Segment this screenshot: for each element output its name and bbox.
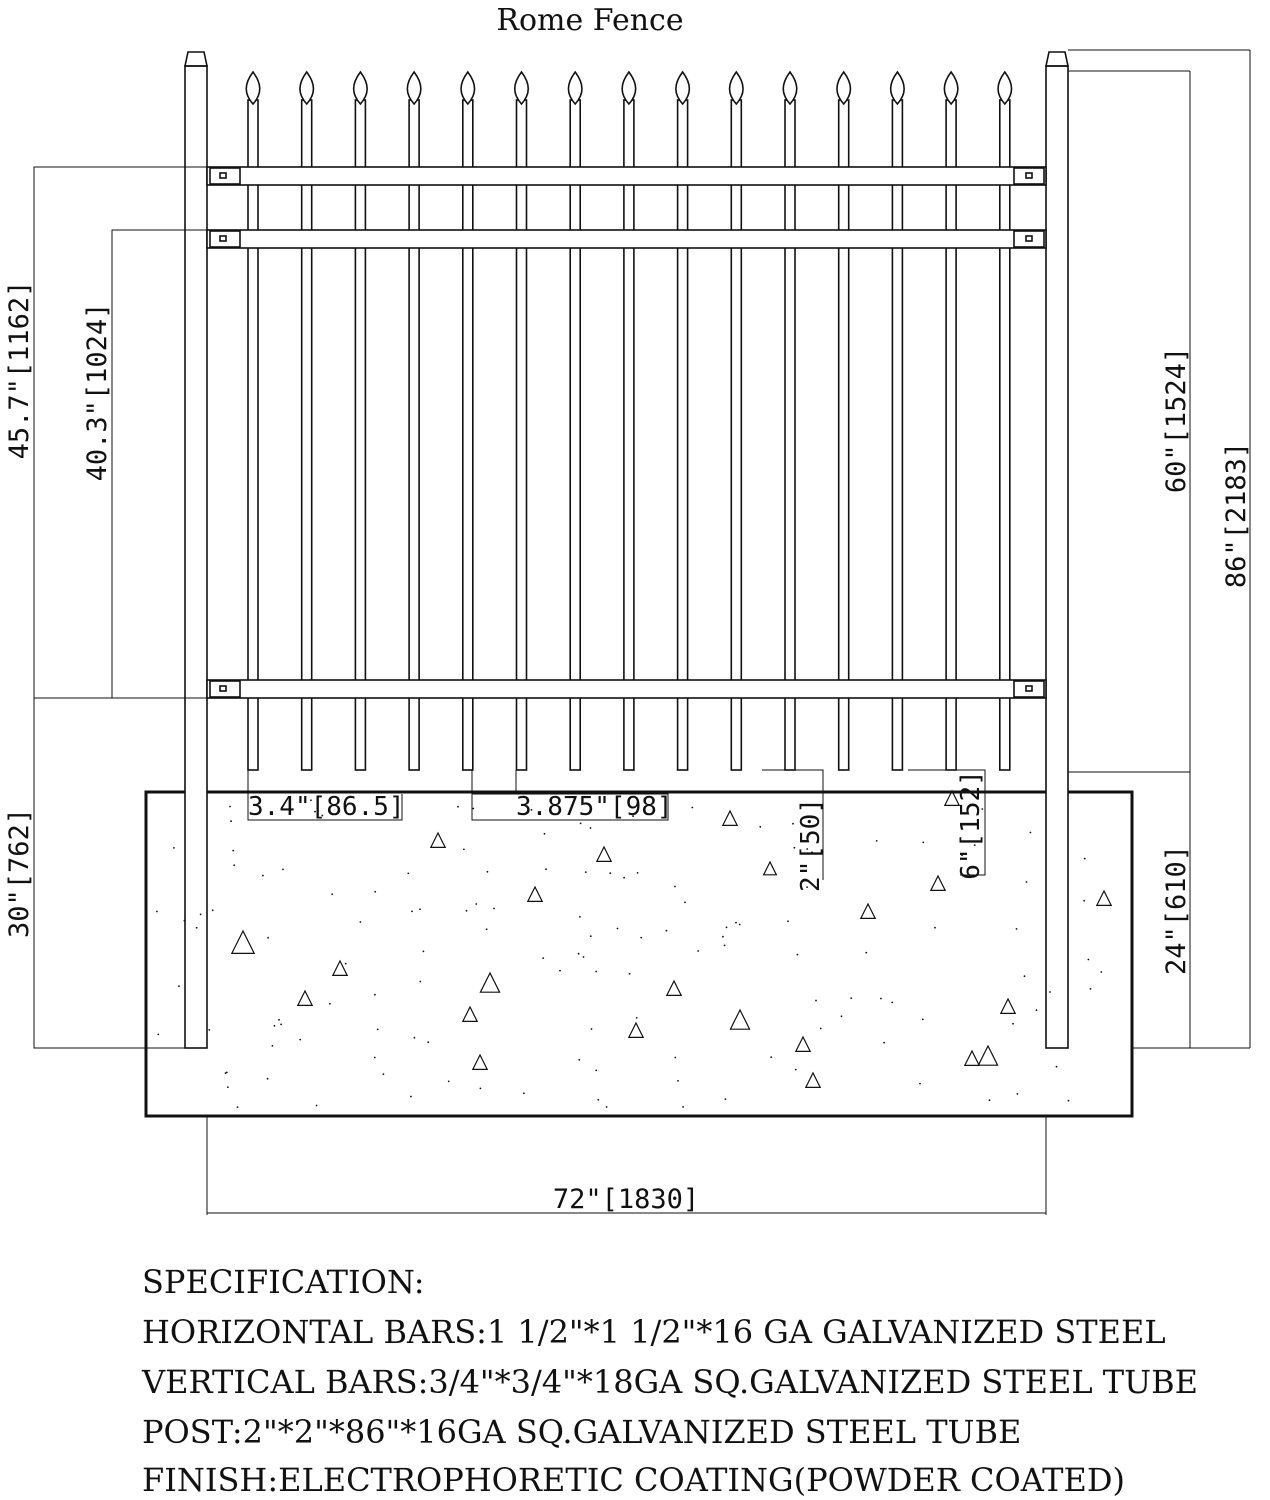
aggregate-dot bbox=[423, 951, 425, 953]
fence-structure bbox=[146, 52, 1132, 1116]
aggregate-dot bbox=[200, 914, 202, 916]
aggregate-mark bbox=[298, 991, 312, 1005]
right-post-cap bbox=[1046, 52, 1068, 66]
aggregate-dot bbox=[795, 1069, 797, 1071]
aggregate-dot bbox=[262, 875, 264, 877]
aggregate-dot bbox=[345, 963, 347, 965]
aggregate-dot bbox=[1090, 988, 1092, 990]
aggregate-dot bbox=[606, 1106, 608, 1108]
aggregate-dot bbox=[735, 922, 737, 924]
picket bbox=[946, 100, 956, 770]
aggregate-dot bbox=[595, 971, 597, 973]
aggregate-dot bbox=[891, 1002, 893, 1004]
dim-label-30: 30"[762] bbox=[4, 807, 35, 939]
aggregate-mark bbox=[1097, 891, 1111, 905]
aggregate-mark bbox=[629, 1023, 643, 1037]
picket bbox=[1000, 100, 1010, 770]
aggregate-dot bbox=[407, 873, 409, 875]
picket bbox=[355, 100, 365, 770]
aggregate-dot bbox=[922, 842, 924, 844]
picket bbox=[302, 100, 312, 770]
aggregate-dot bbox=[230, 820, 232, 822]
aggregate-dot bbox=[876, 840, 878, 842]
picket bbox=[248, 100, 258, 770]
aggregate-mark bbox=[528, 887, 542, 901]
dim-label-45-7: 45.7"[1162] bbox=[4, 280, 35, 460]
aggregate-dot bbox=[880, 998, 882, 1000]
dim-label-6in: 6"[152] bbox=[956, 770, 986, 880]
aggregate-dot bbox=[414, 1037, 416, 1039]
rail-bracket bbox=[1014, 681, 1044, 697]
aggregate-mark bbox=[965, 1051, 979, 1065]
aggregate-dot bbox=[759, 826, 761, 828]
aggregate-dot bbox=[282, 869, 284, 871]
aggregate-mark bbox=[473, 1055, 487, 1069]
aggregate-dot bbox=[1016, 928, 1018, 930]
aggregate-dot bbox=[640, 937, 642, 939]
picket bbox=[463, 100, 473, 770]
aggregate-dot bbox=[595, 1070, 597, 1072]
aggregate-dot bbox=[792, 823, 794, 825]
rail-bracket bbox=[1014, 168, 1044, 184]
aggregate-dot bbox=[739, 924, 741, 926]
dim-line-45-7 bbox=[34, 167, 207, 1048]
aggregate-dot bbox=[636, 1017, 638, 1019]
aggregate-dot bbox=[674, 886, 676, 888]
aggregate-dot bbox=[427, 1041, 429, 1043]
picket bbox=[839, 100, 849, 770]
aggregate-dot bbox=[609, 872, 611, 874]
aggregate-dot bbox=[591, 1028, 593, 1030]
aggregate-mark bbox=[861, 904, 875, 918]
dim-label-60: 60"[1524] bbox=[1161, 346, 1192, 494]
aggregate-mark bbox=[480, 973, 499, 992]
aggregate-dot bbox=[797, 954, 799, 956]
aggregate-dot bbox=[815, 1000, 817, 1002]
aggregate-dot bbox=[934, 927, 936, 929]
aggregate-dot bbox=[724, 945, 726, 947]
drawing-title: Rome Fence bbox=[496, 3, 684, 38]
aggregate-dot bbox=[580, 823, 582, 825]
aggregate-dot bbox=[480, 1088, 482, 1090]
aggregate-dot bbox=[637, 872, 639, 874]
aggregate-mark bbox=[597, 847, 611, 861]
left-post bbox=[185, 66, 207, 1048]
aggregate-dot bbox=[1068, 1100, 1070, 1102]
aggregate-mark bbox=[978, 1046, 997, 1065]
aggregate-dot bbox=[583, 956, 585, 958]
aggregate-dot bbox=[578, 1059, 580, 1061]
picket bbox=[892, 100, 902, 770]
aggregate-mark bbox=[667, 981, 681, 995]
aggregate-dot bbox=[585, 871, 587, 873]
aggregate-dot bbox=[1030, 832, 1032, 834]
aggregate-mark bbox=[431, 833, 445, 847]
rail-bracket bbox=[210, 231, 240, 247]
dim-label-2in: 2"[50] bbox=[796, 798, 826, 892]
aggregate-dot bbox=[542, 957, 544, 959]
aggregate-dot bbox=[463, 849, 465, 851]
aggregate-dot bbox=[316, 1105, 318, 1107]
aggregate-dot bbox=[578, 953, 580, 955]
aggregate-dot bbox=[280, 1024, 282, 1026]
right-post bbox=[1046, 66, 1068, 1048]
aggregate-dot bbox=[486, 928, 488, 930]
aggregate-dot bbox=[677, 1080, 679, 1082]
aggregate-dot bbox=[487, 871, 489, 873]
horizontal-rail bbox=[207, 167, 1046, 185]
aggregate-dot bbox=[212, 909, 214, 911]
aggregate-dot bbox=[227, 1086, 229, 1088]
aggregate-dot bbox=[178, 985, 180, 987]
aggregate-dot bbox=[883, 1042, 885, 1044]
spec-post: POST:2"*2"*86"*16GA SQ.GALVANIZED STEEL TUBE bbox=[142, 1413, 1022, 1451]
rail-bracket bbox=[210, 168, 240, 184]
aggregate-dot bbox=[156, 911, 158, 913]
specification-block bbox=[141, 1263, 1198, 1499]
aggregate-dot bbox=[410, 1096, 412, 1098]
aggregate-dot bbox=[617, 928, 619, 930]
aggregate-dot bbox=[299, 1039, 301, 1041]
aggregate-dot bbox=[1056, 1066, 1058, 1068]
aggregate-dot bbox=[377, 1029, 379, 1031]
aggregate-dot bbox=[597, 1099, 599, 1101]
aggregate-dot bbox=[184, 920, 186, 922]
aggregate-dot bbox=[360, 921, 362, 923]
spec-vertical-bars: VERTICAL BARS:3/4"*3/4"*18GA SQ.GALVANIZED STEEL TUBE bbox=[142, 1363, 1198, 1401]
aggregate-dot bbox=[1088, 959, 1090, 961]
aggregate-dot bbox=[989, 1099, 991, 1101]
aggregate-dot bbox=[850, 997, 852, 999]
aggregate-dot bbox=[726, 927, 728, 929]
aggregate-dot bbox=[196, 927, 198, 929]
picket bbox=[624, 100, 634, 770]
aggregate-dot bbox=[674, 1057, 676, 1059]
aggregate-dot bbox=[237, 1106, 239, 1108]
aggregate-dot bbox=[448, 1081, 450, 1083]
picket bbox=[731, 100, 741, 770]
left-post-cap bbox=[185, 52, 207, 66]
aggregate-dot bbox=[331, 893, 333, 895]
dim-label-86: 86"[2183] bbox=[1221, 441, 1252, 589]
aggregate-dot bbox=[1083, 900, 1085, 902]
aggregate-dot bbox=[697, 950, 699, 952]
aggregate-dot bbox=[374, 891, 376, 893]
rail-bracket bbox=[1014, 231, 1044, 247]
aggregate-dot bbox=[545, 868, 547, 870]
aggregate-dot bbox=[865, 952, 867, 954]
aggregate-dot bbox=[267, 937, 269, 939]
aggregate-mark bbox=[730, 1010, 749, 1029]
horizontal-rail bbox=[207, 680, 1046, 698]
aggregate-dot bbox=[787, 920, 789, 922]
aggregate-dot bbox=[1084, 858, 1086, 860]
aggregate-dot bbox=[157, 1034, 159, 1036]
aggregate-dot bbox=[419, 908, 421, 910]
aggregate-dot bbox=[374, 994, 376, 996]
aggregate-dot bbox=[1024, 975, 1026, 977]
aggregate-dot bbox=[173, 847, 175, 849]
spec-heading: SPECIFICATION: bbox=[142, 1263, 425, 1301]
aggregate-dot bbox=[208, 1029, 210, 1031]
aggregate-dot bbox=[1012, 1023, 1014, 1025]
aggregate-dot bbox=[1017, 1093, 1019, 1095]
aggregate-dot bbox=[623, 877, 625, 879]
dim-label-3-4: 3.4"[86.5] bbox=[248, 792, 405, 822]
aggregate-dot bbox=[691, 807, 693, 809]
aggregate-dot bbox=[472, 808, 474, 810]
dim-label-72: 72"[1830] bbox=[552, 1184, 700, 1215]
aggregate-dot bbox=[544, 833, 546, 835]
aggregate-mark bbox=[931, 876, 945, 890]
aggregate-dot bbox=[383, 1073, 385, 1075]
aggregate-dot bbox=[590, 935, 592, 937]
aggregate-dot bbox=[579, 916, 581, 918]
aggregate-dot bbox=[225, 1072, 227, 1074]
aggregate-dot bbox=[523, 1092, 525, 1094]
aggregate-dot bbox=[267, 1078, 269, 1080]
aggregate-dot bbox=[922, 1019, 924, 1021]
aggregate-dot bbox=[919, 1083, 921, 1085]
aggregate-dot bbox=[493, 908, 495, 910]
aggregate-dot bbox=[590, 827, 592, 829]
aggregate-dot bbox=[419, 981, 421, 983]
aggregate-dot bbox=[666, 930, 668, 932]
aggregate-dot bbox=[278, 1019, 280, 1021]
aggregate-dot bbox=[233, 864, 235, 866]
aggregate-dot bbox=[559, 970, 561, 972]
aggregate-mark bbox=[723, 811, 737, 825]
aggregate-dot bbox=[329, 1003, 331, 1005]
aggregate-mark bbox=[232, 931, 254, 953]
picket bbox=[678, 100, 688, 770]
aggregate-dot bbox=[229, 806, 231, 808]
aggregate-mark bbox=[806, 1073, 820, 1087]
rail-bracket bbox=[210, 681, 240, 697]
aggregate-dot bbox=[1036, 1009, 1038, 1011]
spec-horizontal-bars: HORIZONTAL BARS:1 1/2"*1 1/2"*16 GA GALVANIZED STEEL bbox=[142, 1313, 1166, 1351]
aggregate-mark bbox=[764, 862, 777, 875]
aggregate-dot bbox=[841, 1015, 843, 1017]
aggregate-mark bbox=[1001, 999, 1015, 1013]
aggregate-dot bbox=[232, 850, 234, 852]
aggregate-dot bbox=[629, 973, 631, 975]
aggregate-dot bbox=[466, 910, 468, 912]
aggregate-dot bbox=[1100, 971, 1102, 973]
aggregate-dot bbox=[682, 1106, 684, 1108]
aggregate-dot bbox=[1049, 991, 1051, 993]
dim-label-40-3: 40.3"[1024] bbox=[82, 302, 113, 482]
aggregate-dot bbox=[274, 1025, 276, 1027]
aggregate-dot bbox=[820, 1028, 822, 1030]
aggregate-dot bbox=[722, 936, 724, 938]
aggregate-dot bbox=[272, 1045, 274, 1047]
spec-finish: FINISH:ELECTROPHORETIC COATING(POWDER COATED) bbox=[142, 1461, 1125, 1499]
aggregate-dot bbox=[1026, 881, 1028, 883]
aggregate-mark bbox=[796, 1037, 810, 1051]
aggregate-dot bbox=[770, 1056, 772, 1058]
aggregate-dot bbox=[374, 1057, 376, 1059]
aggregate-dot bbox=[411, 911, 413, 913]
aggregate-mark bbox=[463, 1007, 477, 1021]
picket bbox=[517, 100, 527, 770]
picket bbox=[570, 100, 580, 770]
aggregate-dot bbox=[684, 902, 686, 904]
dim-label-3-875: 3.875"[98] bbox=[516, 792, 673, 822]
dim-label-24: 24"[610] bbox=[1161, 844, 1192, 976]
aggregate-dot bbox=[457, 806, 459, 808]
aggregate-dot bbox=[475, 903, 477, 905]
picket bbox=[409, 100, 419, 770]
aggregate-dot bbox=[725, 1098, 727, 1100]
horizontal-rail bbox=[207, 230, 1046, 248]
picket bbox=[785, 100, 795, 770]
